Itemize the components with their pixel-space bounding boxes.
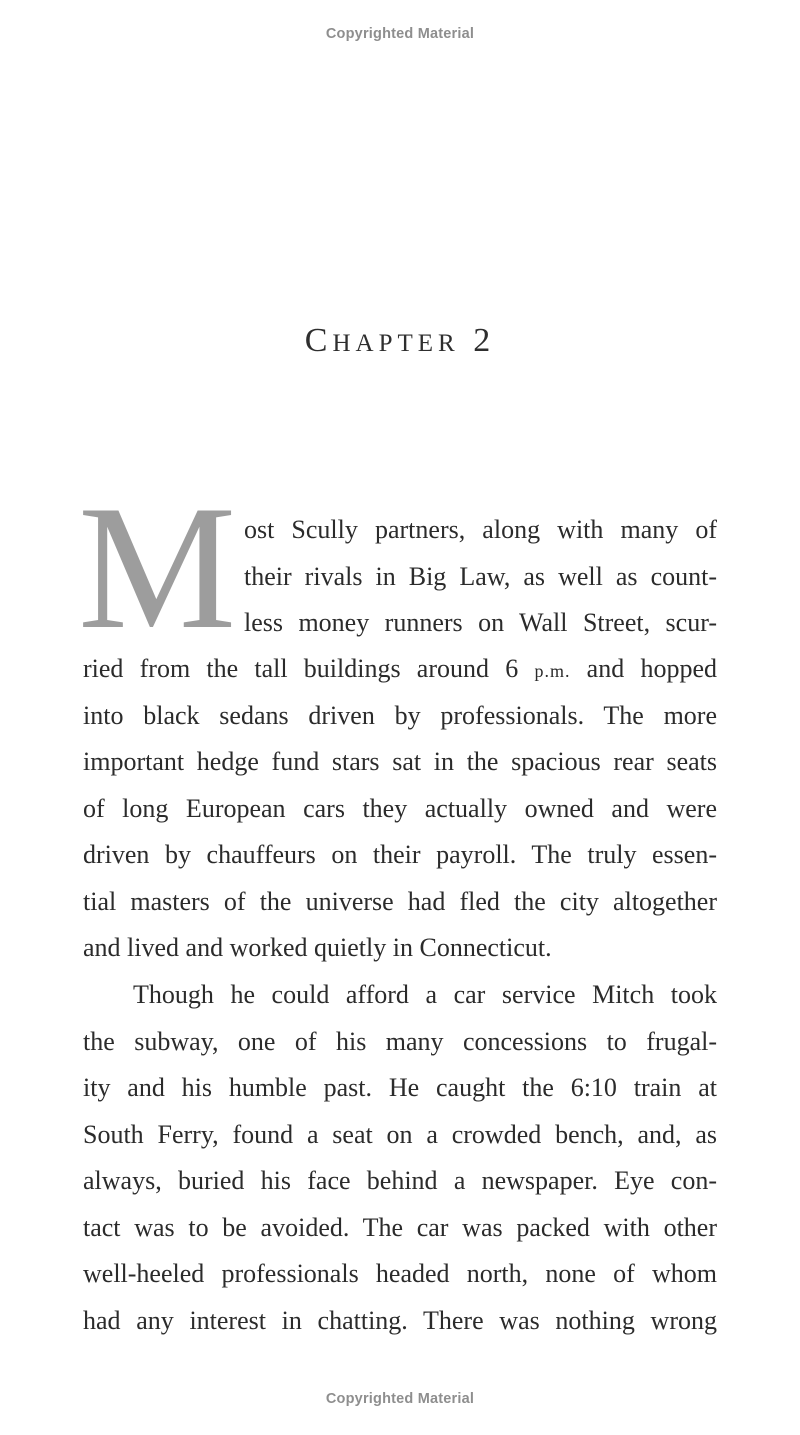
text-line: less money runners on Wall Street, scur- [244,608,717,637]
text-line: important hedge fund stars sat in the spacious rear seats [83,747,717,776]
text-line: the subway, one of his many concessions to frugal- [83,1026,717,1056]
text-line: and lived and worked quietly in Connecticut. [83,933,552,962]
chapter-heading [0,322,800,360]
text-line: driven by chauffeurs on their payroll. The truly essen- [83,840,717,869]
copyright-watermark-top: Copyrighted Material [325,26,475,42]
text-line [83,646,717,693]
text-line: into black sedans driven by professionals. The more [83,700,717,730]
text-line: Though he could afford a car service Mitch took [133,980,717,1009]
text-line: of long European cars they actually owned and were [83,793,717,823]
chapter-heading-initial: C [304,322,333,359]
time-small-caps: p.m. [534,661,571,681]
copyright-watermark-bottom: Copyrighted Material [325,1391,475,1407]
chapter-number: 2 [473,322,496,359]
paragraph-1-dropcap-lines [244,507,717,647]
drop-cap: M [78,468,237,666]
text-line: well-heeled professionals headed north, none of whom [83,1259,717,1288]
text-line: tial masters of the universe had fled the city altogether [83,886,717,916]
text-line: always, buried his face behind a newspaper. Eye con- [83,1166,717,1195]
text-segment: and hopped [570,654,717,683]
text-line: ity and his humble past. He caught the 6:10 train at [83,1073,717,1102]
paragraph-2 [83,972,717,1344]
text-line: their rivals in Big Law, as well as count- [244,561,717,591]
chapter-heading-rest: HAPTER [332,330,460,357]
text-line: ost Scully partners, along with many of [244,515,717,544]
paragraph-1-body [83,646,717,972]
text-segment: ried from the tall buildings around 6 [83,654,535,683]
text-line: South Ferry, found a seat on a crowded bench, and, as [83,1119,717,1149]
text-line: had any interest in chatting. There was nothing wrong [83,1305,717,1335]
text-line: tact was to be avoided. The car was packed with other [83,1212,717,1242]
